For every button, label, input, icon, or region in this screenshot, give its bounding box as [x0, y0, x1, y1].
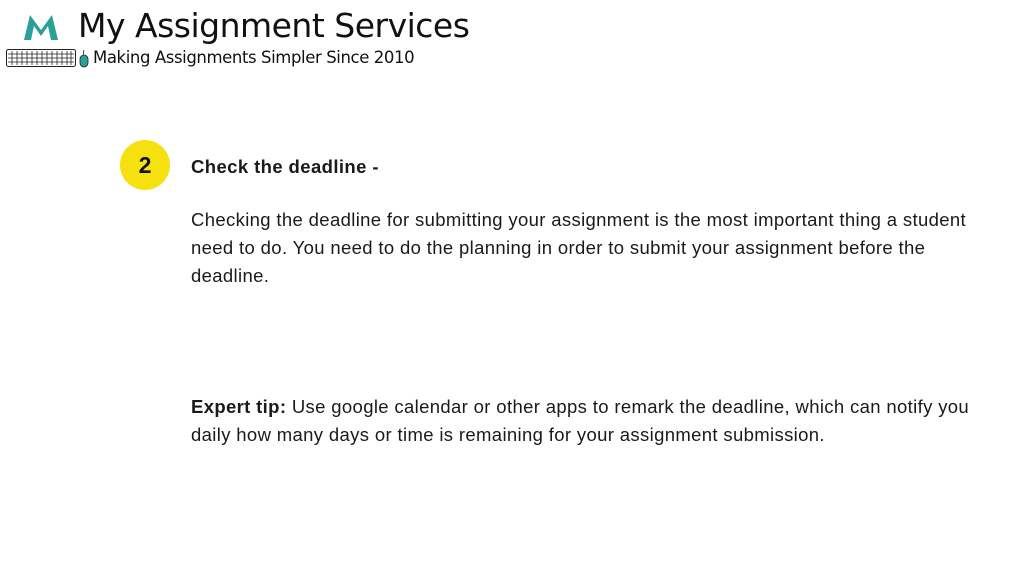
brand-tagline: Making Assignments Simpler Since 2010 [93, 48, 415, 67]
logo-m-icon [22, 12, 60, 42]
mouse-icon [79, 50, 89, 68]
step-number-badge: 2 [120, 140, 170, 190]
step-heading: Check the deadline - [191, 156, 379, 177]
keyboard-icon [6, 49, 76, 67]
site-header [0, 0, 470, 80]
brand-title: My Assignment Services [78, 6, 470, 45]
expert-tip-text: Use google calendar or other apps to remark the deadline, which can notify you daily how many days or time is remaining for your assignment submission. [191, 396, 970, 445]
step-body-text: Checking the deadline for submitting your assignment is the most important thing a student need to do. You need to do the planning in order to submit your assignment before the deadline. [191, 209, 966, 286]
expert-tip-paragraph [191, 393, 981, 449]
expert-tip-label: Expert tip: [191, 396, 287, 417]
